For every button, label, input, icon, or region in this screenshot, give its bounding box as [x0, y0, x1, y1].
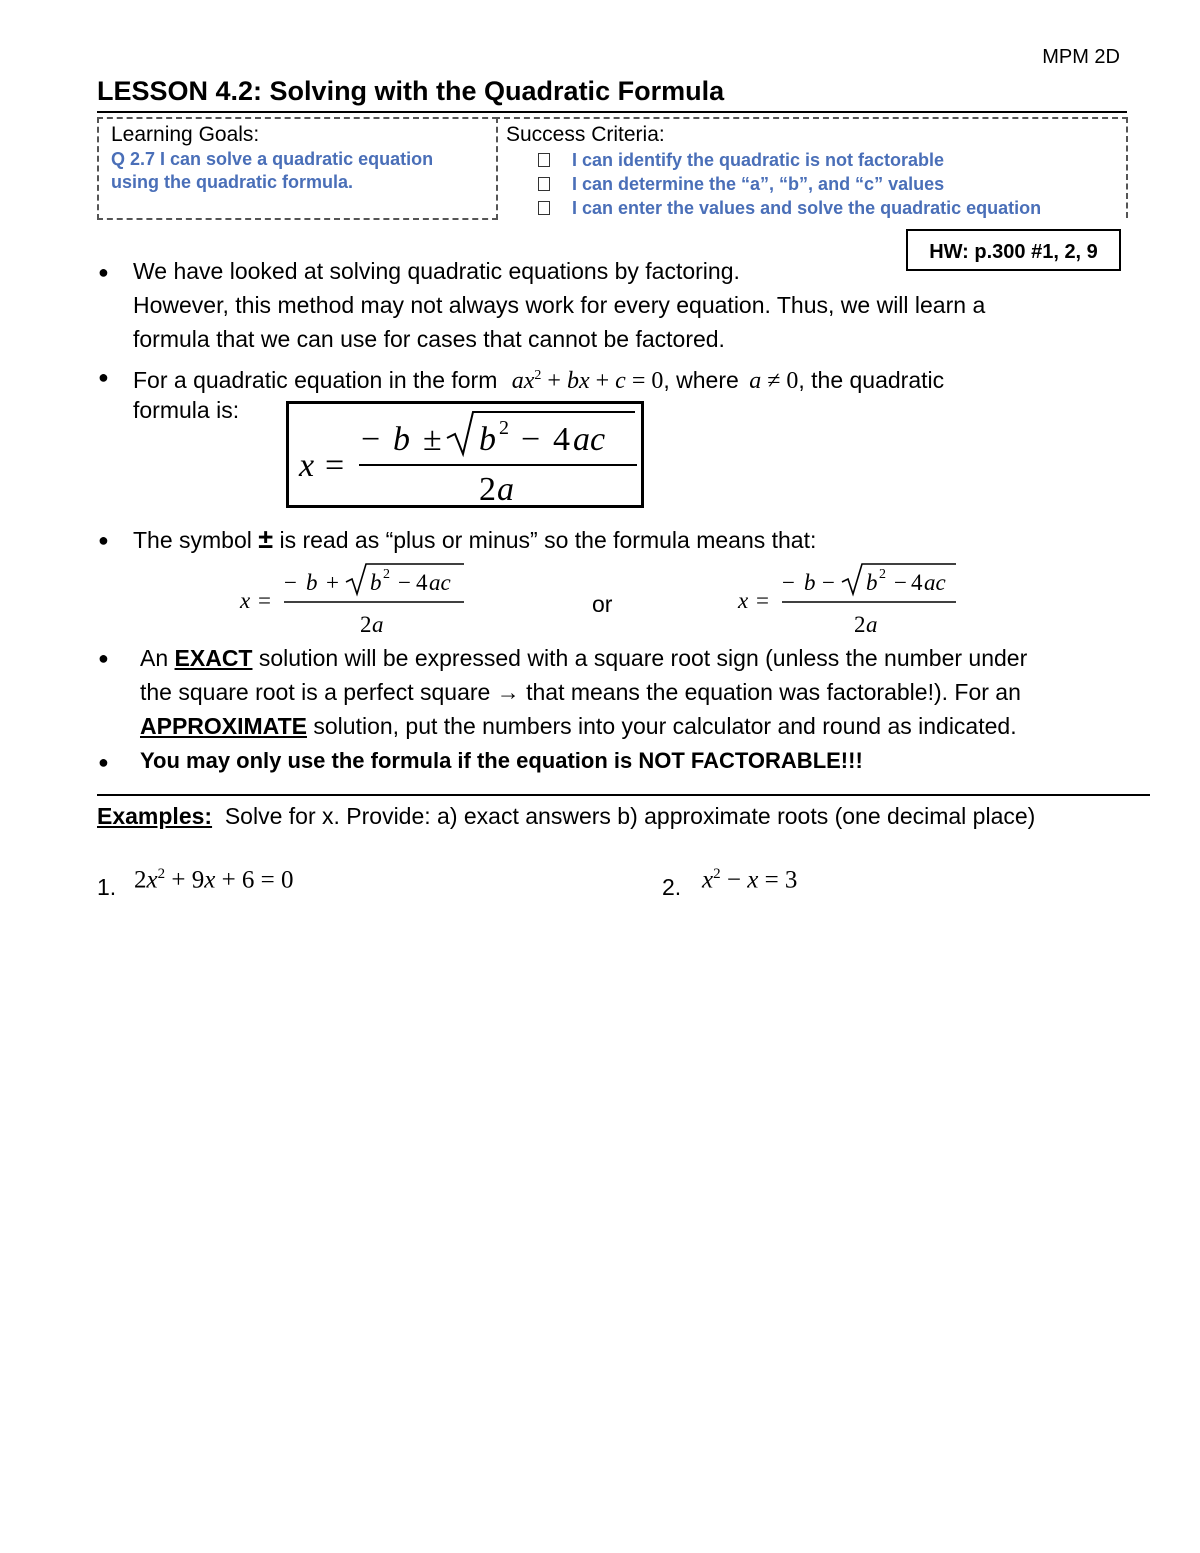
svg-text:a: a — [497, 471, 514, 505]
svg-text:−: − — [822, 570, 835, 595]
svg-text:=: = — [756, 588, 769, 613]
course-code: MPM 2D — [1042, 46, 1120, 68]
svg-text:b: b — [804, 570, 816, 595]
svg-text:−: − — [284, 570, 297, 595]
svg-text:a: a — [866, 612, 878, 637]
success-criterion: I can enter the values and solve the quadratic equation — [538, 198, 1041, 219]
svg-text:−: − — [361, 421, 381, 458]
svg-text:a: a — [372, 612, 384, 637]
minus-formula — [734, 560, 974, 640]
quadratic-formula-box — [286, 401, 644, 508]
quadratic-formula — [289, 404, 641, 505]
svg-text:−: − — [782, 570, 795, 595]
svg-text:−: − — [894, 570, 907, 595]
svg-text:4: 4 — [911, 570, 923, 595]
section-divider — [97, 794, 1150, 796]
checkbox-icon — [538, 153, 550, 167]
svg-text:b: b — [370, 570, 382, 595]
bullet-text: the square root is a perfect square → that means the equation was factorable!). For an — [140, 679, 1021, 705]
bullet-icon: ● — [98, 752, 109, 772]
svg-text:ac: ac — [429, 570, 451, 595]
checkbox-icon — [538, 201, 550, 215]
svg-text:x: x — [240, 588, 251, 613]
svg-text:=: = — [258, 588, 271, 613]
lesson-title: LESSON 4.2: Solving with the Quadratic Formula — [97, 76, 725, 106]
svg-text:b: b — [306, 570, 318, 595]
svg-text:±: ± — [423, 421, 442, 458]
svg-text:4: 4 — [416, 570, 428, 595]
arrow-icon: → — [496, 679, 520, 705]
svg-text:2: 2 — [360, 612, 372, 637]
learning-goals-heading: Learning Goals: — [111, 123, 260, 146]
svg-text:ac: ac — [924, 570, 946, 595]
bullet-text: formula is: — [133, 397, 240, 423]
bullet-text: formula that we can use for cases that cannot be factored. — [133, 326, 725, 352]
or-text: or — [592, 591, 613, 617]
svg-text:x: x — [738, 588, 749, 613]
svg-text:2: 2 — [479, 471, 496, 505]
svg-text:x: x — [299, 447, 315, 484]
bullet-icon: ● — [98, 262, 109, 282]
success-criteria-box — [494, 117, 1128, 218]
bullet-text: We have looked at solving quadratic equations by factoring. — [133, 258, 740, 284]
example-equation-1: $2x^2 + 9x + 6 = 0$ — [134, 866, 294, 894]
svg-text:+: + — [326, 570, 339, 595]
bullet-text: However, this method may not always work for every equation. Thus, we will learn a — [133, 292, 986, 318]
bullet-text: APPROXIMATE solution, put the numbers into your calculator and round as indicated. — [140, 713, 1017, 739]
svg-text:2: 2 — [499, 417, 509, 439]
title-divider — [97, 111, 1127, 113]
svg-text:ac: ac — [573, 421, 606, 458]
bullet-icon: ● — [98, 367, 109, 387]
svg-text:2: 2 — [383, 567, 390, 582]
learning-goal-line1: Q 2.7 I can solve a quadratic equation — [111, 149, 434, 169]
svg-text:4: 4 — [553, 421, 570, 458]
svg-text:2: 2 — [879, 567, 886, 582]
bullet-text: You may only use the formula if the equation is NOT FACTORABLE!!! — [140, 748, 863, 773]
homework-box: HW: p.300 #1, 2, 9 — [906, 229, 1121, 271]
svg-text:b: b — [479, 421, 496, 458]
learning-goal-line2: using the quadratic formula. — [111, 172, 354, 192]
svg-text:−: − — [521, 421, 541, 458]
success-criterion: I can determine the “a”, “b”, and “c” values — [538, 174, 944, 195]
example-number: 1. — [97, 874, 117, 900]
svg-text:2: 2 — [854, 612, 866, 637]
learning-goals-box — [97, 117, 498, 220]
svg-text:b: b — [393, 421, 410, 458]
checkbox-icon — [538, 177, 550, 191]
examples-instruction: Examples: Solve for x. Provide: a) exact answers b) approximate roots (one decimal place) — [97, 803, 1036, 829]
svg-text:=: = — [325, 447, 345, 484]
bullet-text: For a quadratic equation in the form $ax^2$ + bx + c = 0, where a ≠ 0, the quadratic — [133, 367, 945, 394]
example-number: 2. — [662, 874, 682, 900]
success-criteria-heading: Success Criteria: — [506, 123, 665, 146]
example-equation-2: $x^2 - x = 3$ — [702, 866, 798, 894]
bullet-text: The symbol ± is read as “plus or minus” so the formula means that: — [133, 524, 817, 554]
svg-text:b: b — [866, 570, 878, 595]
bullet-icon: ● — [98, 648, 109, 668]
svg-text:−: − — [398, 570, 411, 595]
plus-minus-symbol: ± — [258, 524, 274, 554]
bullet-text: An EXACT solution will be expressed with a square root sign (unless the number under — [140, 645, 1028, 671]
plus-formula — [236, 560, 476, 640]
success-criterion: I can identify the quadratic is not factorable — [538, 150, 944, 171]
bullet-icon: ● — [98, 530, 109, 550]
